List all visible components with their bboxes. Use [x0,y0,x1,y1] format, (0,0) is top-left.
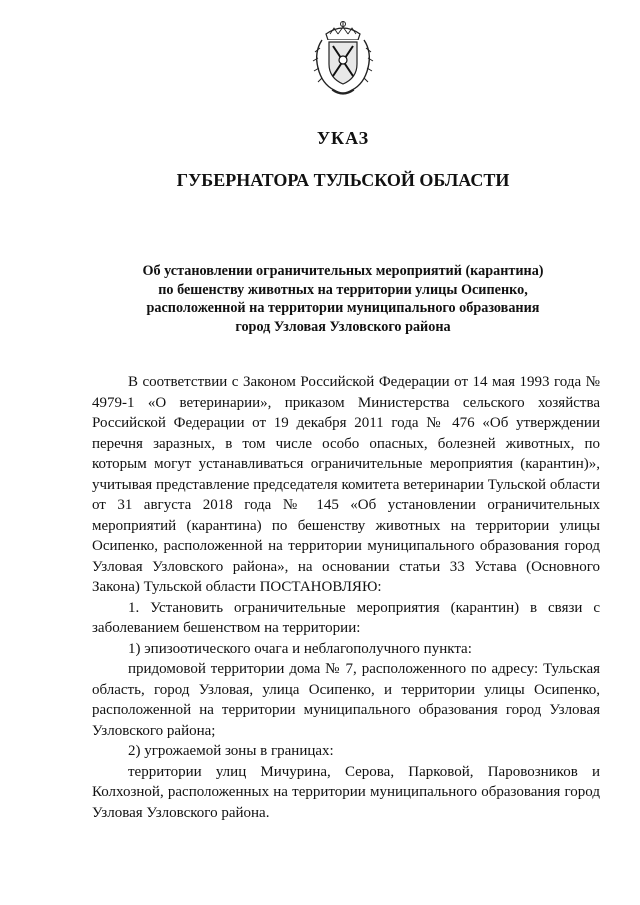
body-paragraph: 1. Установить ограничительные мероприятия (карантин) в связи с заболеванием бешенством на территории: [92,599,600,636]
decree-body [92,372,600,823]
decree-subject [90,262,596,336]
body-paragraph: В соответствии с Законом Российской Федерации от 14 мая 1993 года № 4979-1 «О ветеринарии», приказом Министерства сельского хозяйства Российской Федерации от 19 декабря 2011 года № 476 «Об утверждении перечня заразных, в том числе особо опасных, болезней животных, по которым могут устанавливаться ограничительные мероприятия (карантин)», учитывая представление председателя комитета ветеринарии Тульской области от 31 августа 2018 года № 145 «Об установлении ограничительных мероприятий (карантина) по бешенству животных на территории улицы Осипенко, расположенной на территории муниципального образования город Узловая Узловского района», на основании статьи 33 Устава (Основного Закона) Тульской области ПОСТАНОВЛЯЮ: [92,374,600,595]
body-paragraph: 1) эпизоотического очага и неблагополучного пункта: [128,640,472,657]
issuer-title: ГУБЕРНАТОРА ТУЛЬСКОЙ ОБЛАСТИ [176,170,510,190]
subject-line: по бешенству животных на территории улицы Осипенко, [158,281,528,298]
subject-line: Об установлении ограничительных мероприятий (карантина) [142,263,544,279]
body-paragraph: территории улиц Мичурина, Серова, Парковой, Паровозников и Колхозной, расположенных на территории муниципального образования город Узловая Узловского района. [92,763,600,821]
body-paragraph: придомовой территории дома № 7, расположенного по адресу: Тульская область, город Узловая, улица Осипенко, и территории улицы Осипенко, расположенной на территории муниципального образования город Узловая Узловского района; [92,661,600,739]
coat-of-arms-icon [312,18,374,98]
decree-title: УКАЗ [316,128,370,148]
subject-line: расположенной на территории муниципального образования [146,300,540,316]
subject-line: город Узловая Узловского района [235,318,451,335]
body-paragraph: 2) угрожаемой зоны в границах: [128,743,334,759]
